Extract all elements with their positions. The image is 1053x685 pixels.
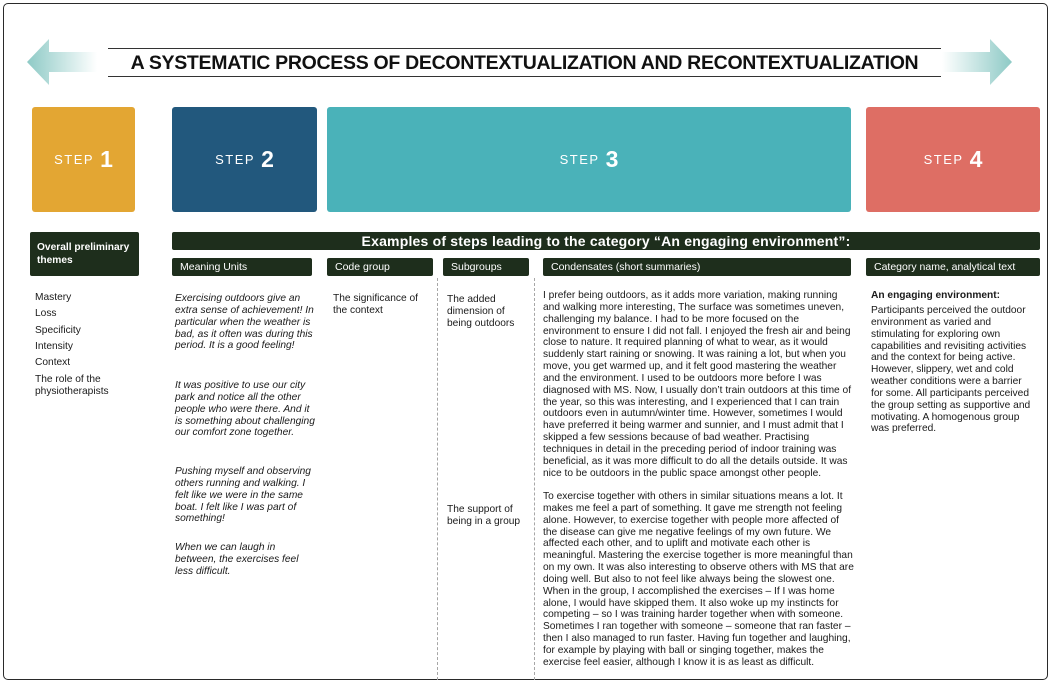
step-4-box [866,107,1040,212]
theme-item: Context [35,357,71,369]
column-divider [437,278,438,680]
category-text: Participants perceived the outdoor environment as varied and stimulating for exploring own capabilities and revisiting activities and the context for being active. However, slippery, wet and cold weather conditions were a barrier for some. All participants perceived the group setting as supportive and motivating. A homogenous group was preferred. [871,305,1031,435]
column-header-meaning-units: Meaning Units [172,258,312,276]
column-header-condensates: Condensates (short summaries) [543,258,851,276]
step-2-box [172,107,317,212]
step-4-word: STEP [923,152,964,167]
step-2-number: 2 [261,146,274,172]
meaning-unit: Pushing myself and observing others running and walking. I felt like we were in the same boat. I felt like I was part of something! [175,466,311,525]
preliminary-themes-list [35,290,120,397]
code-group-text: The significance of the context [333,293,418,316]
step-2-word: STEP [215,152,256,167]
column-header-category: Category name, analytical text [866,258,1040,276]
column-header-subgroups: Subgroups [443,258,529,276]
step-1-box [32,107,135,212]
theme-item: Intensity [35,340,73,352]
subgroup-text: The added dimension of being outdoors [447,294,515,329]
condensate-text: To exercise together with others in similar situations means a lot. It makes me feel a part of something. It gave me strength not feeling alone. However, to exercise together with people more affected of the disease can give me negative feelings of my own future. We affected each other, and to uplift and motivate each other is meaningful. Mastering the exercise together is more meaningful than on my own. It was also interesting to observe others with MS that are doing well. But also to not feel like always being the slowest one. When in the group, I accomplished the exercises – If I was home alone, I would have skipped them. It also woke up my instincts for competing – so I was training harder together when with someone. Sometimes I ran together with someone – someone that ran faster – then I also managed to run faster. Having fun together and laughing, for example by playing with ball or singing together, makes the exercise feel easier, although I know it is as least as difficult. [543,491,854,668]
category-name: An engaging environment: [871,290,1001,301]
preliminary-themes-header: Overall preliminary themes [30,232,139,276]
arrow-right-icon [942,39,1012,85]
title-rule-bottom [108,76,941,77]
step-3-box [327,107,851,212]
title-rule-top [108,48,941,49]
meaning-unit: Exercising outdoors give an extra sense of achievement! In particular when the weather is bad, as it often was during this period. It is a good feeling! [175,293,314,352]
column-header-code-group: Code group [327,258,433,276]
condensate-text: I prefer being outdoors, as it adds more variation, making running and walking more interesting, The surface was sometimes uneven, challenging my balance. I had to be more focused on the environment to ensure I did not fall. I enjoyed the fresh air and being close to nature. It required planning of what to wear, as it would suddenly start raining or snowing. It was raining a lot, but when you move, you get warmed up, and it felt good mastering the weather and the environment. I used to be outdoors more before I was diagnosed with MS. Now, I usually don’t train outdoors at this time of the year, so this was interesting, and I experienced that I can train outdoors even in autumn/winter time. However, sometimes I would have preferred it being warmer and sunnier, and I must admit that I skipped a few sessions because of bad weather. Practising techniques in detail in the preceding period of indoor training was beneficial, as it was more difficult to do all the details outside. It was nice to be outdoors in the public space amongst other people. [543,290,852,479]
step-3-word: STEP [559,152,600,167]
page-title: A SYSTEMATIC PROCESS OF DECONTEXTUALIZATION AND RECONTEXTUALIZATION [130,52,919,74]
step-4-number: 4 [969,146,983,172]
arrow-left-icon [27,39,97,85]
step-1-number: 1 [100,146,113,172]
step-1-word: STEP [54,152,95,167]
theme-item: The role of the physiotherapists [35,374,109,397]
theme-item: Loss [35,308,57,320]
theme-item: Specificity [35,324,81,336]
step-3-number: 3 [605,146,619,172]
meaning-unit: It was positive to use our city park and notice all the other people who were there. And it is something about challenging our comfort zone together. [175,380,315,439]
meaning-unit: When we can laugh in between, the exercises feel less difficult. [175,542,299,577]
subgroup-text: The support of being in a group [447,504,521,527]
column-divider [534,278,535,680]
examples-header: Examples of steps leading to the category “An engaging environment”: [172,232,1040,250]
theme-item: Mastery [35,292,72,303]
